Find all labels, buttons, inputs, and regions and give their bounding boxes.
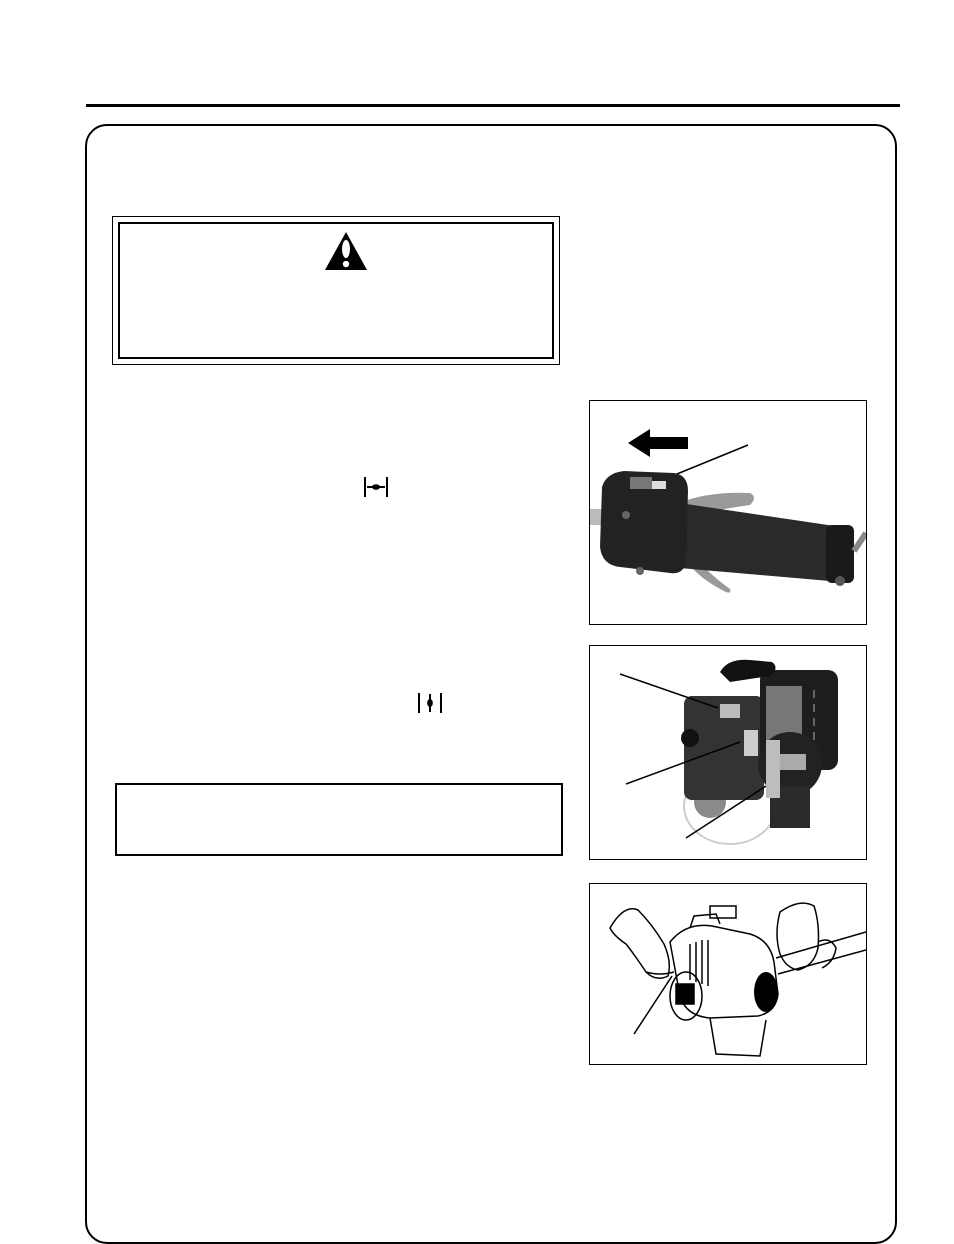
note-box: [115, 783, 563, 856]
warning-box-inner: [118, 222, 554, 359]
header-rule: [86, 104, 900, 107]
warning-box: [112, 216, 560, 365]
figure-engine: [589, 645, 867, 860]
choke-open-icon: [417, 692, 443, 714]
choke-closed-icon: [363, 476, 389, 498]
arrow-left-icon: [628, 429, 688, 457]
figure-throttle-grip: [589, 400, 867, 625]
warning-triangle-icon: [323, 230, 369, 272]
figure-starting: [589, 883, 867, 1065]
